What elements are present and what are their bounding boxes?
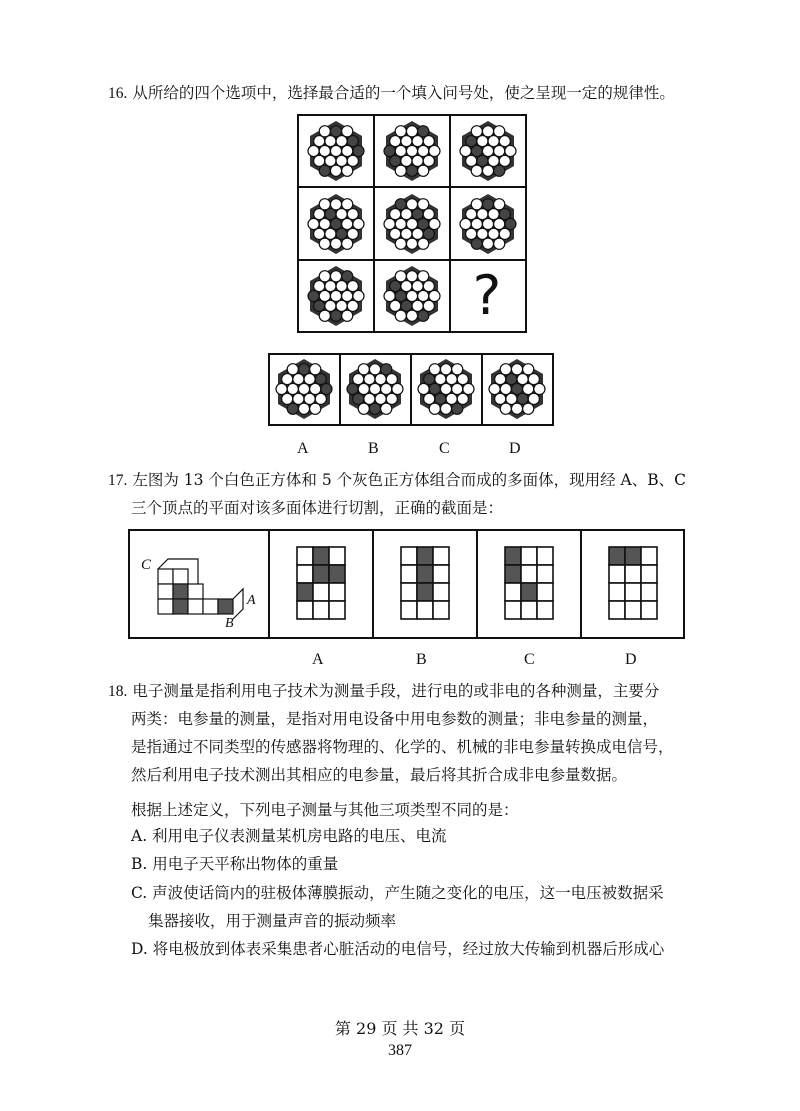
cube-face [188, 599, 203, 614]
q18-text-line3: 是指通过不同类型的传感器将物理的、化学的、机械的非电参量转换成电信号， [131, 738, 674, 756]
q16-option-c[interactable]: C [439, 440, 450, 457]
section-cell [417, 601, 433, 619]
circle-mark [429, 403, 440, 414]
puzzle-cluster-2 [384, 121, 440, 181]
section-cell [313, 583, 329, 601]
circle-mark [319, 165, 330, 176]
section-cell [329, 601, 345, 619]
section-cell [417, 565, 433, 583]
circle-mark [342, 165, 353, 176]
q16-question-mark: ? [472, 264, 502, 327]
section-cell [433, 565, 449, 583]
q17-stem-line1 [108, 466, 686, 495]
section-cell [521, 601, 537, 619]
q16-options-row [268, 353, 554, 426]
q17-vertex-b: B [225, 616, 234, 631]
q17-text-line1: 左图为 13 个白色正方体和 5 个灰色正方体组合而成的多面体，现用经 A、B、C [132, 471, 686, 489]
cube-face [158, 569, 173, 584]
section-cell [641, 547, 657, 565]
q17-vertex-a: A [247, 593, 256, 608]
section-cell [401, 601, 417, 619]
circle-mark [298, 403, 309, 414]
option-cluster-b [347, 359, 403, 419]
q18-text-line2: 两类：电参量的测量，是指对用电设备中用电参数的测量；非电参量的测量， [131, 710, 659, 728]
section-cell [609, 565, 625, 583]
section-cell [521, 547, 537, 565]
circle-mark [330, 165, 341, 176]
circle-mark [471, 165, 482, 176]
circle-mark [406, 165, 417, 176]
circle-mark [406, 310, 417, 321]
circle-mark [500, 403, 511, 414]
circle-mark [395, 165, 406, 176]
section-cell [537, 583, 553, 601]
circle-mark [310, 403, 321, 414]
section-cell [505, 565, 521, 583]
q18-choice-c[interactable]: C. 声波使话筒内的驻极体薄膜振动，产生随之变化的电压，这一电压被数据采 [131, 884, 664, 902]
section-cell [417, 583, 433, 601]
cube-side-edge [233, 589, 243, 619]
q17-figure-svg [128, 529, 685, 639]
q18-choice-a[interactable]: A. 利用电子仪表测量某机房电路的电压、电流 [131, 827, 447, 845]
section-cell [433, 547, 449, 565]
section-cell [609, 547, 625, 565]
section-cell [433, 583, 449, 601]
section-cell [297, 565, 313, 583]
circle-mark [494, 238, 505, 249]
section-cell [625, 565, 641, 583]
q16-option-d[interactable]: D [509, 440, 521, 457]
q16-options-svg [268, 353, 554, 426]
puzzle-cluster-6 [460, 194, 516, 254]
section-cell [537, 547, 553, 565]
section-cell [641, 601, 657, 619]
page-number: 387 [388, 1042, 412, 1059]
circle-mark [330, 238, 341, 249]
q18-number: 18. [108, 683, 128, 700]
section-option-b [401, 547, 449, 619]
q16-text: 从所给的四个选项中，选择最合适的一个填入问号处，使之呈现一定的规律性。 [132, 84, 675, 102]
option-cluster-c [418, 359, 474, 419]
q16-stem [108, 79, 675, 108]
q16-number: 16. [108, 85, 128, 102]
section-cell [297, 583, 313, 601]
cube-face [158, 584, 173, 599]
section-cell [609, 601, 625, 619]
puzzle-cluster-5 [384, 194, 440, 254]
puzzle-cluster-3 [460, 121, 516, 181]
circle-mark [395, 238, 406, 249]
circle-mark [494, 165, 505, 176]
circle-mark [440, 403, 451, 414]
section-option-a [297, 547, 345, 619]
option-cluster-a [276, 359, 332, 419]
section-cell [625, 583, 641, 601]
circle-mark [482, 165, 493, 176]
q16-option-a[interactable]: A [297, 440, 309, 457]
q18-choice-c-cont[interactable]: 集器接收，用于测量声音的振动频率 [148, 912, 397, 930]
q18-text-line4: 然后利用电子技术测出其相应的电参量，最后将其折合成非电参量数据。 [131, 766, 628, 784]
circle-mark [418, 165, 429, 176]
cube-face [173, 584, 188, 599]
circle-mark [319, 310, 330, 321]
circle-mark [406, 238, 417, 249]
q16-puzzle-grid [297, 114, 527, 333]
section-cell [521, 565, 537, 583]
puzzle-cluster-8 [384, 266, 440, 326]
section-cell [433, 601, 449, 619]
section-cell [329, 565, 345, 583]
section-cell [625, 601, 641, 619]
cube-face [218, 599, 233, 614]
section-cell [537, 565, 553, 583]
section-cell [313, 565, 329, 583]
circle-mark [511, 403, 522, 414]
q18-stem-line1 [108, 677, 659, 706]
circle-mark [418, 238, 429, 249]
section-cell [505, 547, 521, 565]
q17-vertex-c: C [141, 557, 152, 573]
section-cell [329, 547, 345, 565]
q16-option-b[interactable]: B [368, 440, 379, 457]
cube-face [173, 599, 188, 614]
q17-figure-row [128, 529, 685, 639]
cube-face [173, 569, 188, 584]
section-cell [641, 583, 657, 601]
circle-mark [319, 238, 330, 249]
q18-text-line5: 根据上述定义，下列电子测量与其他三项类型不同的是： [131, 801, 519, 819]
circle-mark [523, 403, 534, 414]
section-cell [537, 601, 553, 619]
circle-mark [330, 310, 341, 321]
section-cell [417, 547, 433, 565]
circle-mark [395, 310, 406, 321]
puzzle-cluster-4 [308, 194, 364, 254]
q17-number: 17. [108, 472, 128, 489]
page-indicator: 第 29 页 共 32 页 [334, 1019, 466, 1038]
q18-choice-d[interactable]: D. 将电极放到体表采集患者心脏活动的电信号，经过放大传输到机器后形成心 [131, 940, 665, 958]
circle-mark [342, 238, 353, 249]
q17-text-line2: 三个顶点的平面对该多面体进行切割，正确的截面是： [131, 499, 504, 517]
circle-mark [471, 238, 482, 249]
puzzle-cluster-7 [308, 266, 364, 326]
cube-stack [158, 559, 243, 619]
circle-mark [418, 310, 429, 321]
cube-face [158, 599, 173, 614]
q17-option-c[interactable]: C [524, 651, 535, 668]
q17-option-b[interactable]: B [416, 651, 427, 668]
cube-face [188, 584, 203, 599]
section-option-d [609, 547, 657, 619]
section-cell [505, 601, 521, 619]
section-cell [297, 601, 313, 619]
section-cell [401, 547, 417, 565]
section-cell [401, 565, 417, 583]
q18-choice-b[interactable]: B. 用电子天平称出物体的重量 [131, 855, 339, 873]
circle-mark [482, 238, 493, 249]
circle-mark [369, 403, 380, 414]
cube-face [203, 599, 218, 614]
section-cell [521, 583, 537, 601]
section-cell [329, 583, 345, 601]
section-cell [297, 547, 313, 565]
circle-mark [287, 403, 298, 414]
circle-mark [452, 403, 463, 414]
section-cell [401, 583, 417, 601]
section-cell [609, 583, 625, 601]
section-cell [313, 547, 329, 565]
section-cell [625, 547, 641, 565]
section-cell [505, 583, 521, 601]
circle-mark [342, 310, 353, 321]
q17-option-d[interactable]: D [625, 651, 637, 668]
puzzle-cluster-1 [308, 121, 364, 181]
option-cluster-d [489, 359, 545, 419]
section-option-c [505, 547, 553, 619]
circle-mark [381, 403, 392, 414]
section-cell [641, 565, 657, 583]
circle-mark [358, 403, 369, 414]
section-cell [313, 601, 329, 619]
q17-option-a[interactable]: A [312, 651, 324, 668]
q18-text-line1: 电子测量是指利用电子技术为测量手段，进行电的或非电的各种测量，主要分 [132, 682, 660, 700]
